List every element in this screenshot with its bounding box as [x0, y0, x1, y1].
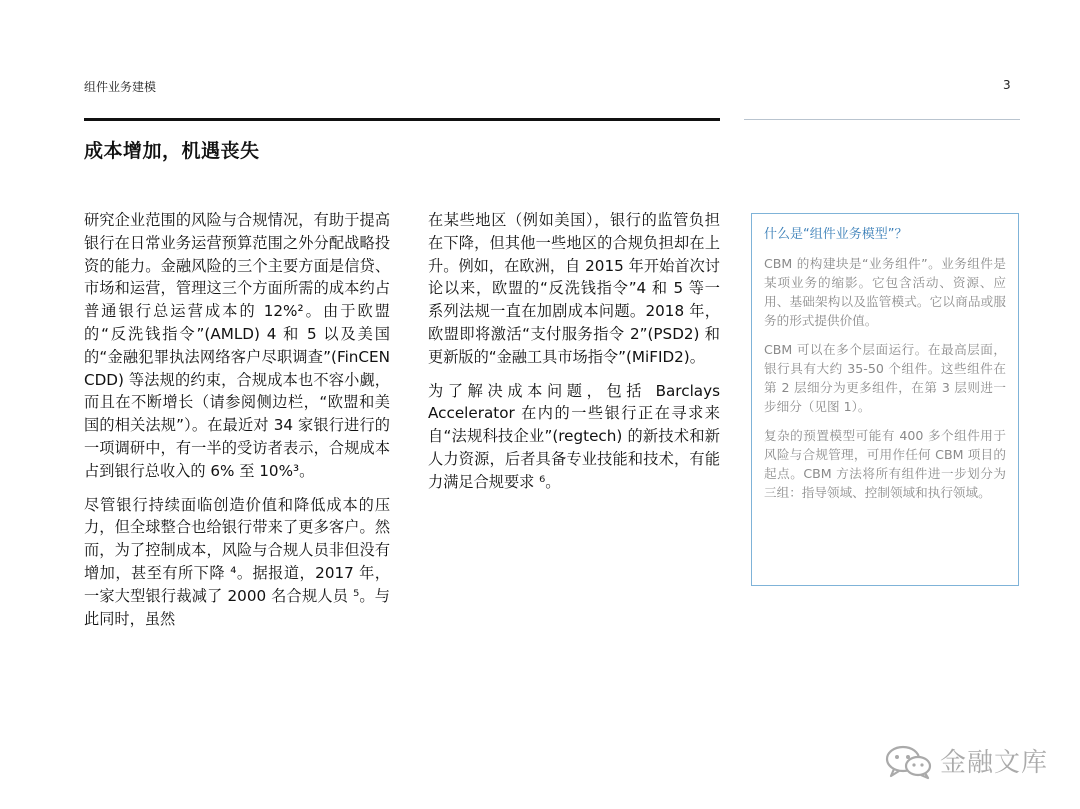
- section-title: 成本增加，机遇丧失: [84, 140, 260, 162]
- body-column-left: [84, 209, 390, 641]
- paragraph: 在某些地区（例如美国），银行的监管负担在下降，但其他一些地区的合规负担却在上升。例如，在欧洲，自 2015 年开始首次讨论以来，欧盟的“反洗钱指令”4 和 5 等一系列法规一直在加剧成本问题。2018 年，欧盟即将激活“支付服务指令 2”(PSD2) 和更新版的“金融工具市场指令”(MiFID2)。: [428, 211, 720, 366]
- running-header: 组件业务建模: [84, 80, 157, 94]
- page-number: 3: [1003, 78, 1011, 92]
- sidebar-paragraph: CBM 的构建块是“业务组件”。业务组件是某项业务的缩影。它包含活动、资源、应用、基础架构以及监管模式。它以商品或服务的形式提供价值。: [764, 256, 1006, 328]
- sidebar-box: [751, 213, 1019, 586]
- paragraph: 尽管银行持续面临创造价值和降低成本的压力，但全球整合也给银行带来了更多客户。然而，为了控制成本，风险与合规人员非但没有增加，甚至有所下降 ⁴。据报道，2017 年，一家大型银行裁减了 2000 名合规人员 ⁵。与此同时，虽然: [84, 495, 390, 628]
- paragraph: 研究企业范围的风险与合规情况，有助于提高银行在日常业务运营预算范围之外分配战略投资的能力。金融风险的三个主要方面是信贷、市场和运营，管理这三个方面所需的成本约占普通银行总运营成本的 12%²。由于欧盟的“反洗钱指令”(AMLD) 4 和 5 以及美国的“金融犯罪执法网络客户尽职调查”(FinCEN CDD) 等法规的约束，合规成本也不容小觑，而且在不断增长（请参阅侧边栏，“欧盟和美国的相关法规”）。在最近对 34 家银行进行的一项调研中，有一半的受访者表示，合规成本占到银行总收入的 6% 至 10%³。: [84, 211, 390, 480]
- wechat-icon: [884, 744, 934, 780]
- body-column-middle: [428, 209, 720, 505]
- sidebar-paragraph: 复杂的预置模型可能有 400 多个组件用于风险与合规管理，可用作任何 CBM 项目的起点。CBM 方法将所有组件进一步划分为三组：指导领域、控制领域和执行领域。: [764, 428, 1006, 500]
- header-rule-thin: [744, 119, 1020, 120]
- paragraph: 为了解决成本问题，包括 Barclays Accelerator 在内的一些银行正在寻求来自“法规科技企业”(regtech) 的新技术和新人力资源，后者具备专业技能和技术，有能力满足合规要求 ⁶。: [428, 381, 720, 491]
- sidebar-paragraph: CBM 可以在多个层面运行。在最高层面，银行具有大约 35-50 个组件。这些组件在第 2 层细分为更多组件，在第 3 层则进一步细分（见图 1）。: [764, 342, 1006, 414]
- header-rule-thick: [84, 118, 720, 121]
- watermark-text: 金融文库: [940, 748, 1049, 778]
- sidebar-title: 什么是“组件业务模型”？: [764, 227, 908, 242]
